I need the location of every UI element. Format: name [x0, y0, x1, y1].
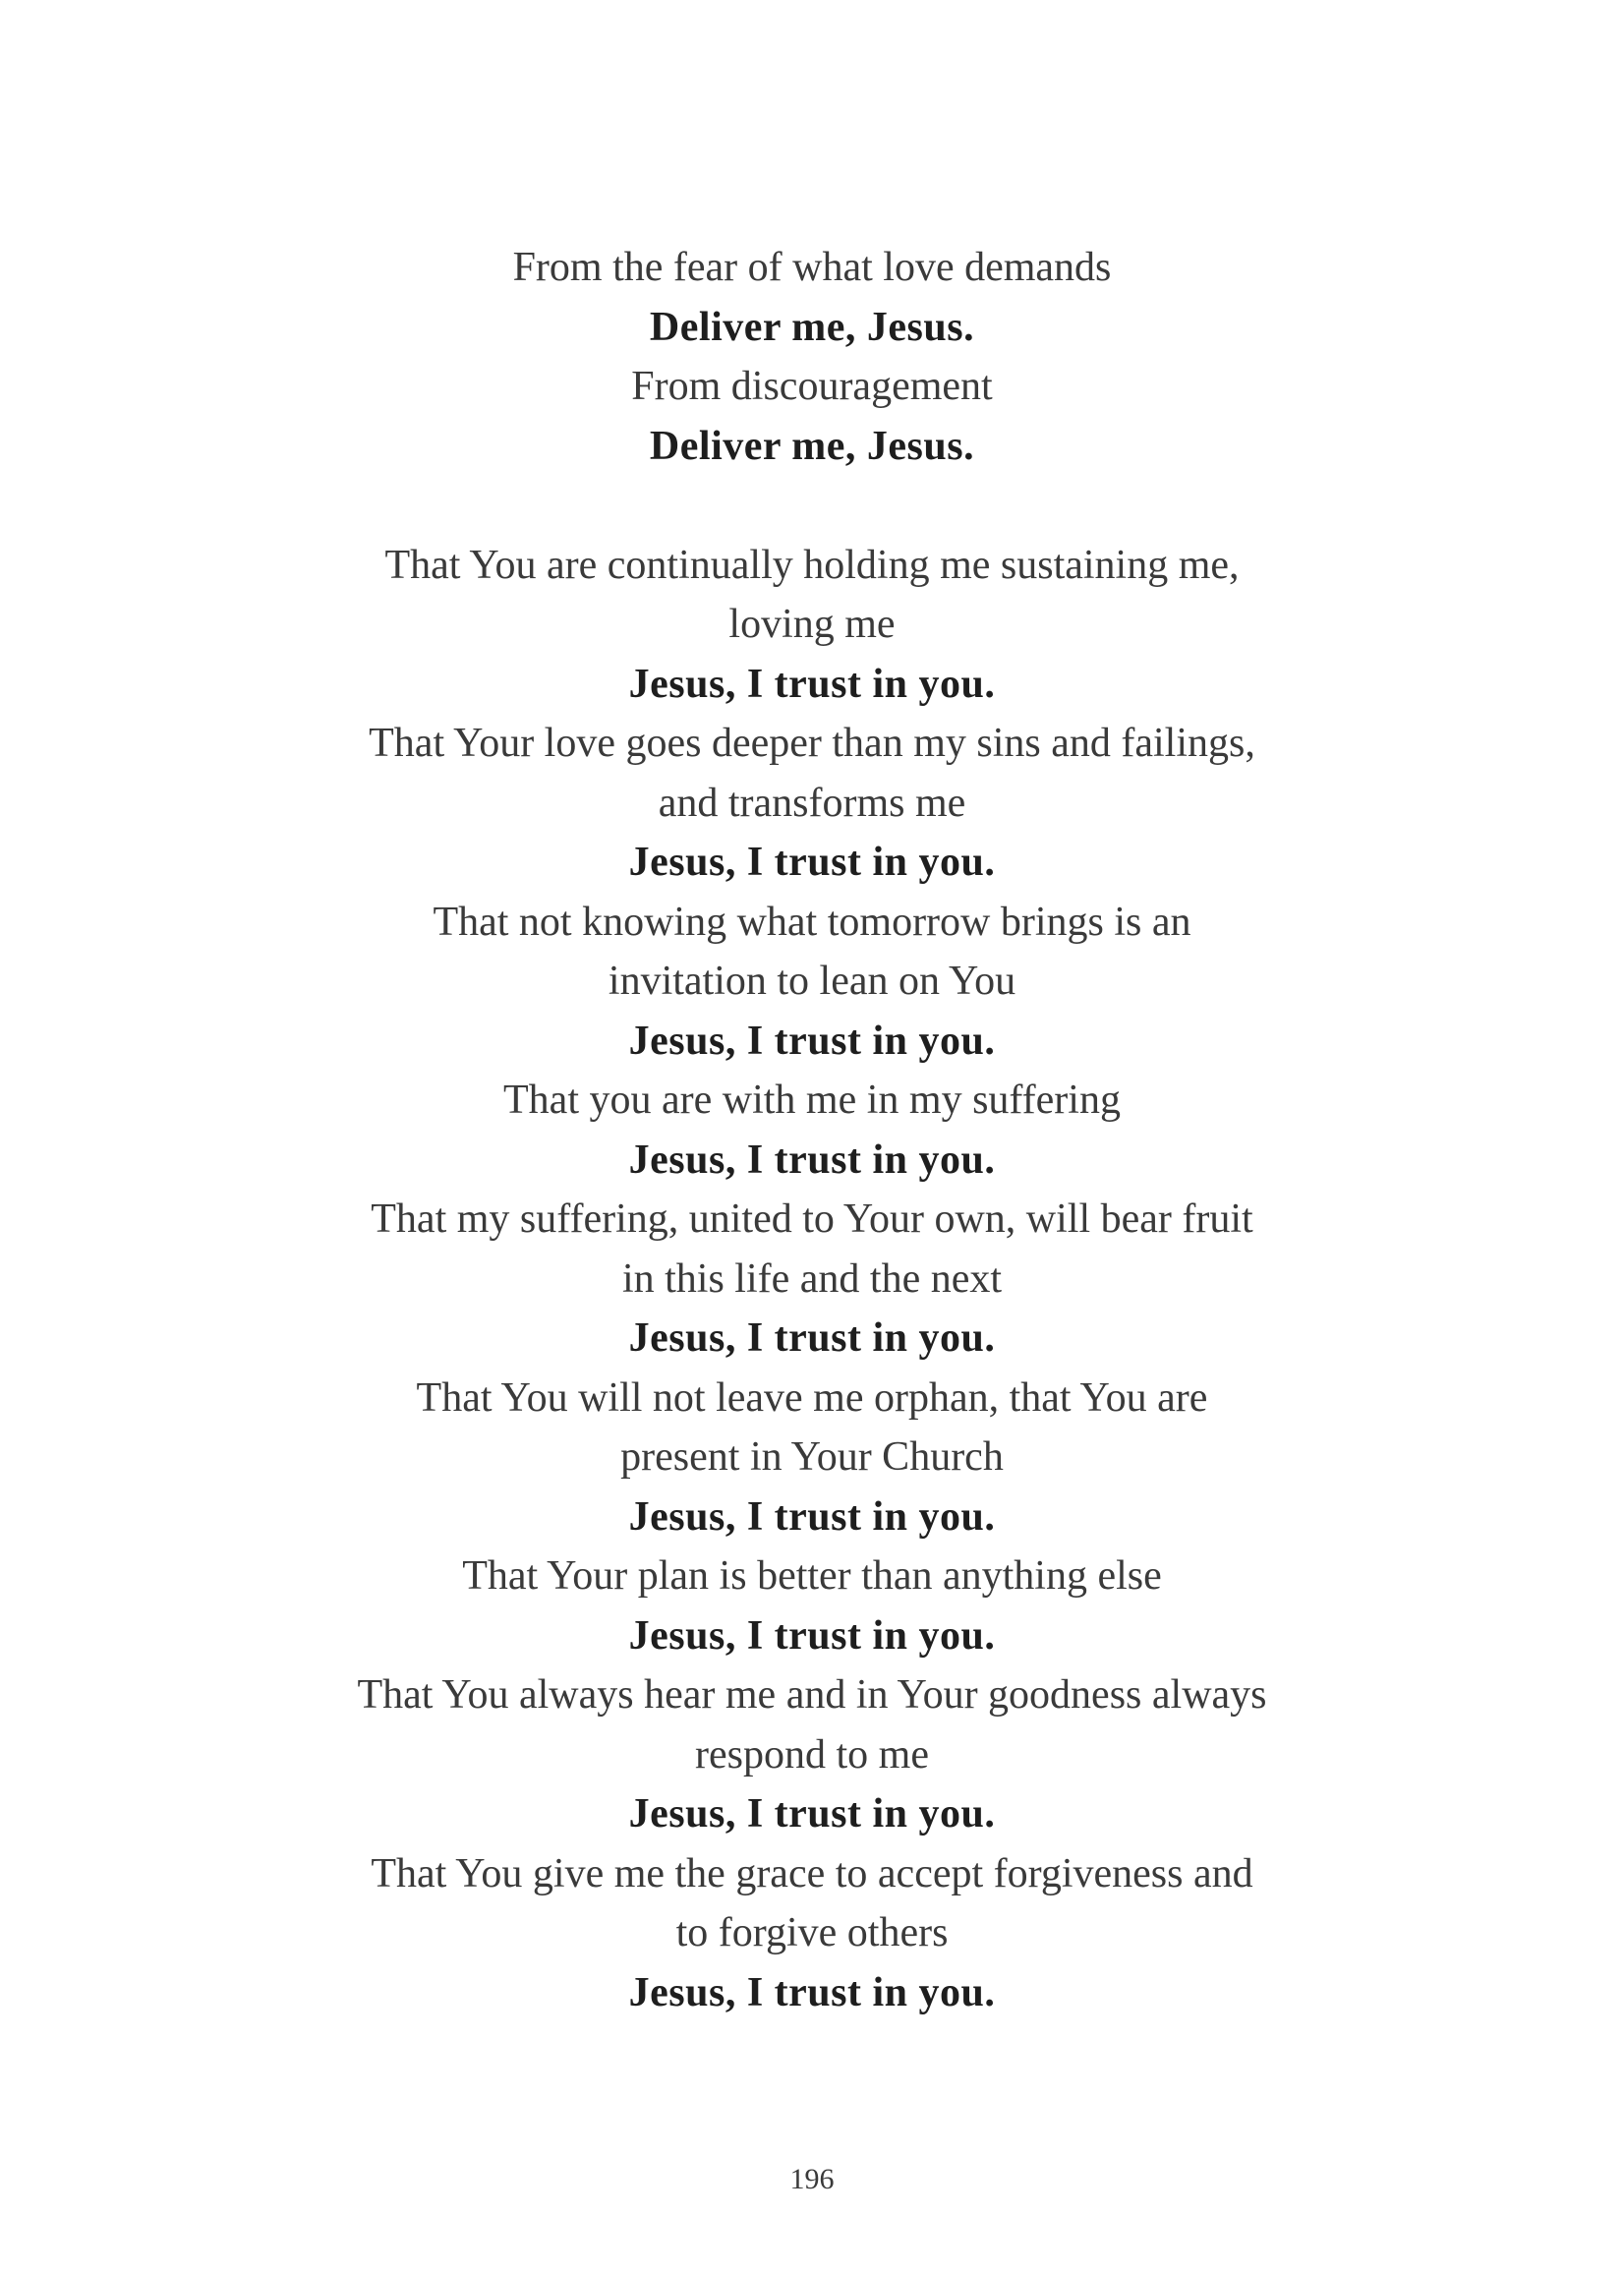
litany-line: in this life and the next — [621, 1255, 1003, 1302]
litany-line: That Your plan is better than anything else — [462, 1553, 1162, 1599]
litany-response: Jesus, I trust in you. — [628, 840, 996, 885]
litany-response: Jesus, I trust in you. — [628, 1969, 996, 2015]
litany-line: That You will not leave me orphan, that You are — [416, 1374, 1208, 1421]
litany-line: From the fear of what love demands — [512, 245, 1112, 290]
litany-response: Deliver me, Jesus. — [649, 423, 975, 469]
page-number: 196 — [789, 2163, 835, 2195]
litany-line: From discouragement — [631, 364, 993, 409]
litany-response: Jesus, I trust in you. — [628, 1315, 996, 1361]
litany-line: respond to me — [695, 1731, 929, 1778]
litany-line: That You give me the grace to accept forgiveness and — [371, 1850, 1253, 1896]
litany-text — [0, 238, 1624, 2022]
litany-line: That Your love goes deeper than my sins and failings, — [369, 721, 1255, 766]
litany-line: That not knowing what tomorrow brings is an — [433, 899, 1191, 945]
litany-response: Deliver me, Jesus. — [649, 304, 975, 350]
litany-response: Jesus, I trust in you. — [628, 1612, 996, 1659]
litany-line: present in Your Church — [620, 1434, 1004, 1480]
litany-line: That you are with me in my suffering — [503, 1078, 1121, 1123]
litany-response: Jesus, I trust in you. — [628, 1137, 996, 1183]
litany-line: to forgive others — [675, 1910, 949, 1955]
litany-response: Jesus, I trust in you. — [628, 1791, 996, 1837]
litany-line: invitation to lean on You — [608, 959, 1016, 1004]
litany-line: That You are continually holding me sustaining me, — [384, 542, 1240, 588]
litany-line: That my suffering, united to Your own, will bear fruit — [371, 1196, 1253, 1242]
litany-line: That You always hear me and in Your goodness always — [357, 1672, 1267, 1718]
stanza-break — [0, 476, 1624, 536]
litany-response: Jesus, I trust in you. — [628, 661, 996, 707]
litany-line: loving me — [728, 602, 896, 647]
litany-line: and transforms me — [658, 780, 966, 826]
litany-response: Jesus, I trust in you. — [628, 1493, 996, 1540]
litany-response: Jesus, I trust in you. — [628, 1018, 996, 1064]
